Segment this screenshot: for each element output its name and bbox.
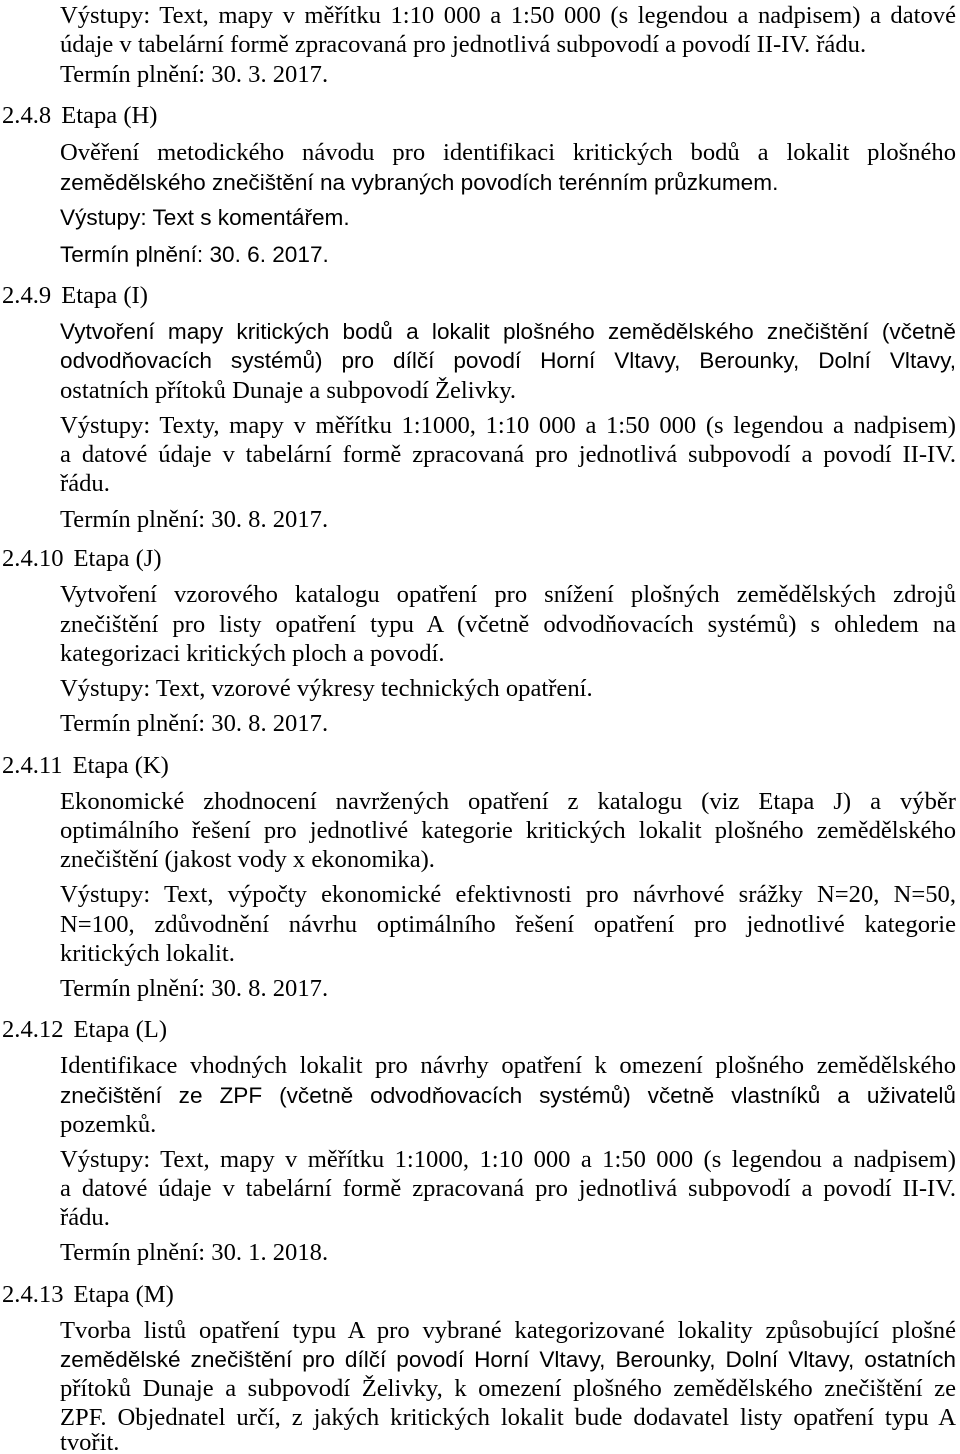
outputs-line: řádu. bbox=[60, 1204, 110, 1231]
outputs-line: Výstupy: Texty, mapy v měřítku 1:1000, 1:10 000 a 1:50 000 (s legendou a nadpisem) bbox=[60, 412, 956, 439]
section-number: 2.4.11 bbox=[2, 752, 63, 779]
section-title: Etapa (K) bbox=[72, 752, 169, 779]
section-number: 2.4.10 bbox=[2, 545, 64, 572]
previous-section-tail bbox=[0, 1, 960, 89]
description-line: ZPF. Objednatel určí, z jakých kritických lokalit bude dodavatel listy opatření typu A bbox=[60, 1404, 956, 1431]
description-line: zemědělského znečištění na vybraných povodích terénním průzkumem. bbox=[60, 170, 779, 195]
section-number: 2.4.8 bbox=[2, 102, 52, 129]
section-title: Etapa (J) bbox=[73, 545, 162, 572]
description-line: ostatních přítoků Dunaje a subpovodí Želivky. bbox=[60, 377, 517, 404]
deadline: Termín plnění: 30. 6. 2017. bbox=[60, 242, 329, 267]
outputs-line: Výstupy: Text s komentářem. bbox=[60, 205, 350, 230]
outputs-line: a datové údaje v tabelární formě zpracovaná pro jednotlivá subpovodí a povodí II-IV. bbox=[60, 1175, 956, 1202]
section-heading bbox=[2, 1015, 167, 1044]
description-line: Ověření metodického návodu pro identifikaci kritických bodů a lokalit plošného bbox=[60, 139, 956, 166]
outputs-line: Výstupy: Text, výpočty ekonomické efektivnosti pro návrhové srážky N=20, N=50, bbox=[60, 881, 956, 908]
deadline: Termín plnění: 30. 1. 2018. bbox=[60, 1239, 329, 1266]
outputs-line: N=100, zdůvodnění návrhu optimálního řešení opatření pro jednotlivé kategorie bbox=[60, 911, 956, 938]
description-line: Vytvoření mapy kritických bodů a lokalit plošného zemědělského znečištění (včetně bbox=[60, 319, 956, 344]
section-title: Etapa (H) bbox=[61, 102, 158, 129]
section-etapa-h bbox=[0, 101, 960, 269]
deadline: Termín plnění: 30. 8. 2017. bbox=[60, 506, 329, 533]
outputs-line: údaje v tabelární formě zpracovaná pro jednotlivá subpovodí a povodí II-IV. řádu. bbox=[60, 31, 867, 58]
outputs-line: Výstupy: Text, mapy v měřítku 1:1000, 1:10 000 a 1:50 000 (s legendou a nadpisem) bbox=[60, 1146, 956, 1173]
outputs-line: a datové údaje v tabelární formě zpracovaná pro jednotlivá subpovodí a povodí II-IV. bbox=[60, 441, 956, 468]
description-line: znečištění pro listy opatření typu A (včetně odvodňovacích systémů) s ohledem na bbox=[60, 611, 956, 638]
section-title: Etapa (M) bbox=[73, 1281, 174, 1308]
description-line: přítoků Dunaje a subpovodí Želivky, k omezení plošného zemědělského znečištění ze bbox=[60, 1375, 956, 1402]
description-line: znečištění ze ZPF (včetně odvodňovacích systémů) včetně vlastníků a uživatelů bbox=[60, 1083, 956, 1108]
description-line: Tvorba listů opatření typu A pro vybrané kategorizované lokality způsobující plošné bbox=[60, 1317, 956, 1344]
description-line: kategorizaci kritických ploch a povodí. bbox=[60, 640, 445, 667]
section-number: 2.4.12 bbox=[2, 1016, 64, 1043]
deadline: Termín plnění: 30. 8. 2017. bbox=[60, 710, 329, 737]
deadline: Termín plnění: 30. 8. 2017. bbox=[60, 975, 329, 1002]
description-line: zemědělské znečištění pro dílčí povodí Horní Vltavy, Berounky, Dolní Vltavy, ostatních bbox=[60, 1347, 956, 1372]
section-heading bbox=[2, 281, 148, 310]
section-number: 2.4.9 bbox=[2, 282, 52, 309]
description-line: Vytvoření vzorového katalogu opatření pro snížení plošných zemědělských zdrojů bbox=[60, 581, 956, 608]
deadline: Termín plnění: 30. 3. 2017. bbox=[60, 61, 329, 88]
section-heading bbox=[2, 1280, 174, 1309]
section-heading bbox=[2, 751, 169, 780]
section-etapa-l bbox=[0, 1015, 960, 1267]
section-etapa-m bbox=[0, 1280, 960, 1454]
description-line: odvodňovacích systémů) pro dílčí povodí Horní Vltavy, Berounky, Dolní Vltavy, bbox=[60, 348, 956, 373]
outputs-line: Výstupy: Text, mapy v měřítku 1:10 000 a 1:50 000 (s legendou a nadpisem) a datové bbox=[60, 2, 956, 29]
section-heading bbox=[2, 544, 162, 573]
description-line: Ekonomické zhodnocení navržených opatření z katalogu (viz Etapa J) a výběr bbox=[60, 788, 956, 815]
section-title: Etapa (I) bbox=[61, 282, 148, 309]
description-line: pozemků. bbox=[60, 1111, 157, 1138]
description-line: tvořit. bbox=[60, 1429, 120, 1454]
description-line: optimálního řešení pro jednotlivé kategorie kritických lokalit plošného zemědělského bbox=[60, 817, 956, 844]
section-number: 2.4.13 bbox=[2, 1281, 64, 1308]
description-line: znečištění (jakost vody x ekonomika). bbox=[60, 846, 435, 873]
section-etapa-j bbox=[0, 544, 960, 738]
outputs-line: kritických lokalit. bbox=[60, 940, 235, 967]
outputs-line: Výstupy: Text, vzorové výkresy technických opatření. bbox=[60, 675, 593, 702]
section-etapa-k bbox=[0, 751, 960, 1003]
description-line: Identifikace vhodných lokalit pro návrhy opatření k omezení plošného zemědělského bbox=[60, 1052, 956, 1079]
section-heading bbox=[2, 101, 157, 130]
section-title: Etapa (L) bbox=[73, 1016, 168, 1043]
outputs-line: řádu. bbox=[60, 470, 110, 497]
section-etapa-i bbox=[0, 281, 960, 534]
